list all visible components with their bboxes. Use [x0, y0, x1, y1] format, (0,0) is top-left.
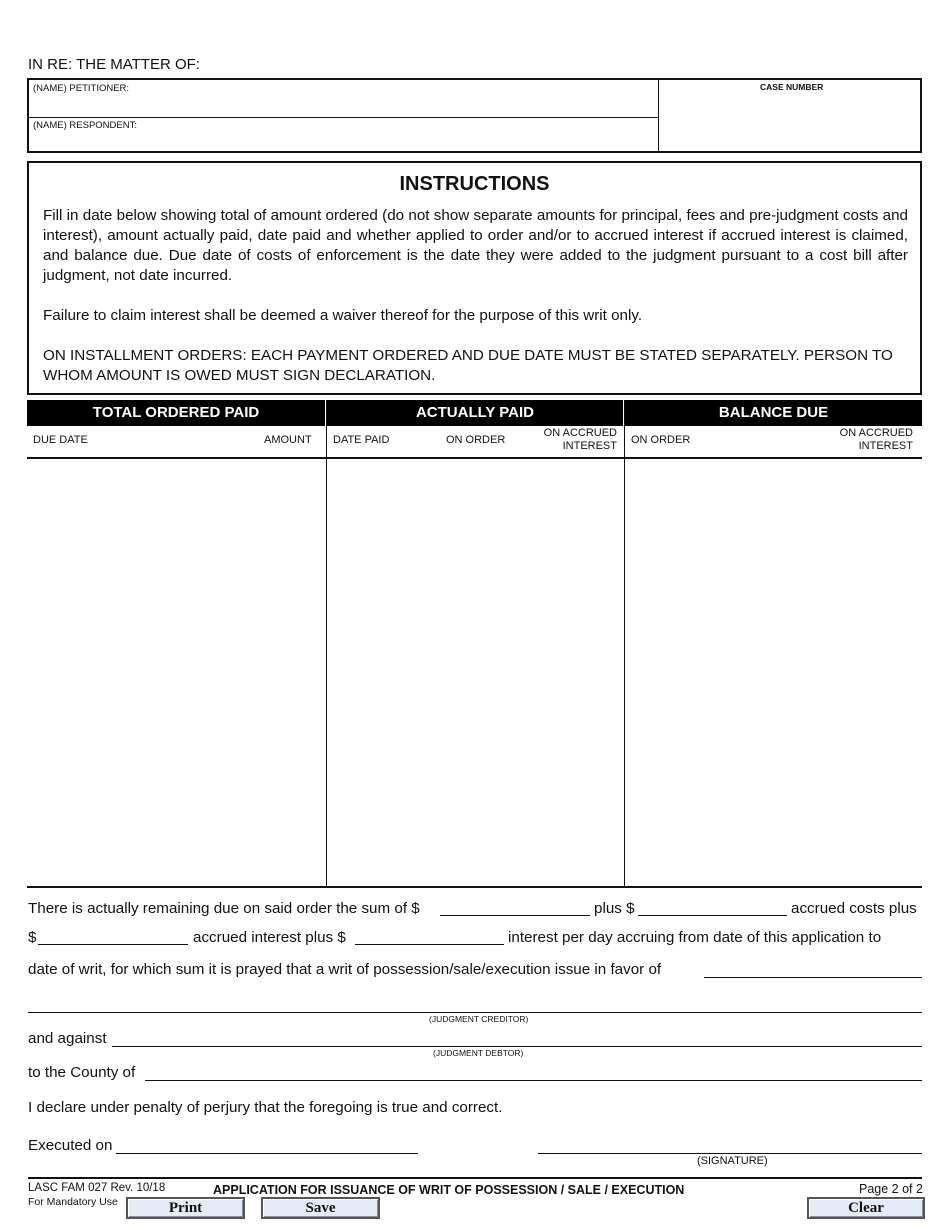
- table-column-divider-2: [624, 400, 625, 888]
- col-amount: AMOUNT: [264, 434, 312, 446]
- header-balance-due: BALANCE DUE: [625, 400, 922, 426]
- statement-line3: date of writ, for which sum it is prayed that a writ of possession/sale/execution issue in favor of: [28, 961, 662, 978]
- header-total-ordered-paid: TOTAL ORDERED PAID: [27, 400, 325, 426]
- accrued-costs-field[interactable]: [638, 915, 787, 916]
- party-divider: [29, 117, 658, 118]
- col-on-order-paid: ON ORDER: [446, 434, 506, 446]
- petitioner-label: (NAME) PETITIONER:: [33, 83, 130, 94]
- clear-button[interactable]: Clear: [807, 1197, 925, 1219]
- statement-line2-b: accrued interest plus $: [193, 929, 346, 946]
- table-bottom-border: [27, 886, 922, 888]
- mandatory-use: For Mandatory Use: [28, 1196, 118, 1208]
- accrued-interest-field[interactable]: [38, 944, 188, 945]
- col-on-accrued-paid-line2: INTEREST: [562, 440, 617, 452]
- col-on-accrued-balance-line1: ON ACCRUED: [839, 427, 913, 439]
- executed-on-label: Executed on: [28, 1137, 113, 1154]
- respondent-label: (NAME) RESPONDENT:: [33, 120, 137, 131]
- table-column-divider-1: [326, 400, 327, 888]
- to-county-label: to the County of: [28, 1064, 136, 1081]
- instructions-paragraph-3: ON INSTALLMENT ORDERS: EACH PAYMENT ORDERED AND DUE DATE MUST BE STATED SEPARATELY. PERSON TO WHOM AMOUNT IS OWED MUST SIGN DECLARATION.: [43, 347, 893, 384]
- statement-line2-c: interest per day accruing from date of this application to: [508, 929, 882, 946]
- col-on-accrued-balance: [823, 427, 913, 453]
- col-on-accrued-paid-line1: ON ACCRUED: [543, 427, 617, 439]
- matter-caption: IN RE: THE MATTER OF:: [28, 56, 200, 73]
- declaration-text: I declare under penalty of perjury that the foregoing is true and correct.: [28, 1099, 503, 1116]
- col-on-accrued-paid: [527, 427, 617, 453]
- remaining-sum-field[interactable]: [440, 915, 590, 916]
- judgment-debtor-field[interactable]: [112, 1046, 922, 1047]
- form-id: LASC FAM 027 Rev. 10/18: [28, 1182, 166, 1194]
- form-title: APPLICATION FOR ISSUANCE OF WRIT OF POSSESSION / SALE / EXECUTION: [213, 1183, 685, 1197]
- statement-line1-b: plus $: [594, 900, 635, 917]
- col-on-order-balance: ON ORDER: [631, 434, 691, 446]
- page-number: Page 2 of 2: [859, 1182, 923, 1196]
- instructions-paragraph-2: Failure to claim interest shall be deemed a waiver thereof for the purpose of this writ only.: [43, 307, 643, 324]
- payment-table: [27, 400, 922, 888]
- save-button[interactable]: Save: [261, 1197, 380, 1219]
- judgment-debtor-caption: (JUDGMENT DEBTOR): [433, 1048, 524, 1058]
- instructions-box: [27, 161, 922, 395]
- total-ordered-entry-area[interactable]: [27, 459, 325, 885]
- actually-paid-entry-area[interactable]: [328, 459, 623, 885]
- judgment-creditor-caption: (JUDGMENT CREDITOR): [429, 1014, 529, 1024]
- and-against-label: and against: [28, 1030, 107, 1047]
- signature-field[interactable]: [538, 1153, 922, 1154]
- case-number-field[interactable]: [669, 100, 914, 140]
- case-number-label: CASE NUMBER: [760, 82, 824, 92]
- county-field[interactable]: [145, 1080, 922, 1081]
- balance-due-entry-area[interactable]: [626, 459, 922, 885]
- statement-line1-a: There is actually remaining due on said order the sum of $: [28, 900, 420, 917]
- in-favor-of-field[interactable]: [704, 977, 922, 978]
- col-due-date: DUE DATE: [33, 434, 88, 446]
- judgment-creditor-field[interactable]: [28, 1012, 922, 1013]
- statement-line2-a: $: [28, 929, 37, 946]
- header-actually-paid: ACTUALLY PAID: [327, 400, 623, 426]
- petitioner-field[interactable]: [159, 94, 649, 112]
- col-on-accrued-balance-line2: INTEREST: [858, 440, 913, 452]
- instructions-title: INSTRUCTIONS: [399, 173, 550, 195]
- statement-line1-c: accrued costs plus: [791, 900, 917, 917]
- interest-per-day-field[interactable]: [355, 944, 504, 945]
- col-date-paid: DATE PAID: [333, 434, 390, 446]
- instructions-paragraph-1: Fill in date below showing total of amount ordered (do not show separate amounts for principal, fees and pre-judgment costs and interest), amount actually paid, date paid and whether applied to order and/or to accrued interest if accrued interest is claimed, and balance due. Due date of costs of enforcement is the date they were added to the judgment pursuant to a cost bill after judgment, not date incurred.: [43, 207, 908, 284]
- signature-caption: (SIGNATURE): [697, 1155, 768, 1167]
- case-caption-box: [27, 78, 922, 153]
- footer-divider: [28, 1177, 922, 1179]
- respondent-field[interactable]: [159, 131, 649, 149]
- executed-on-field[interactable]: [116, 1153, 418, 1154]
- print-button[interactable]: Print: [126, 1197, 245, 1219]
